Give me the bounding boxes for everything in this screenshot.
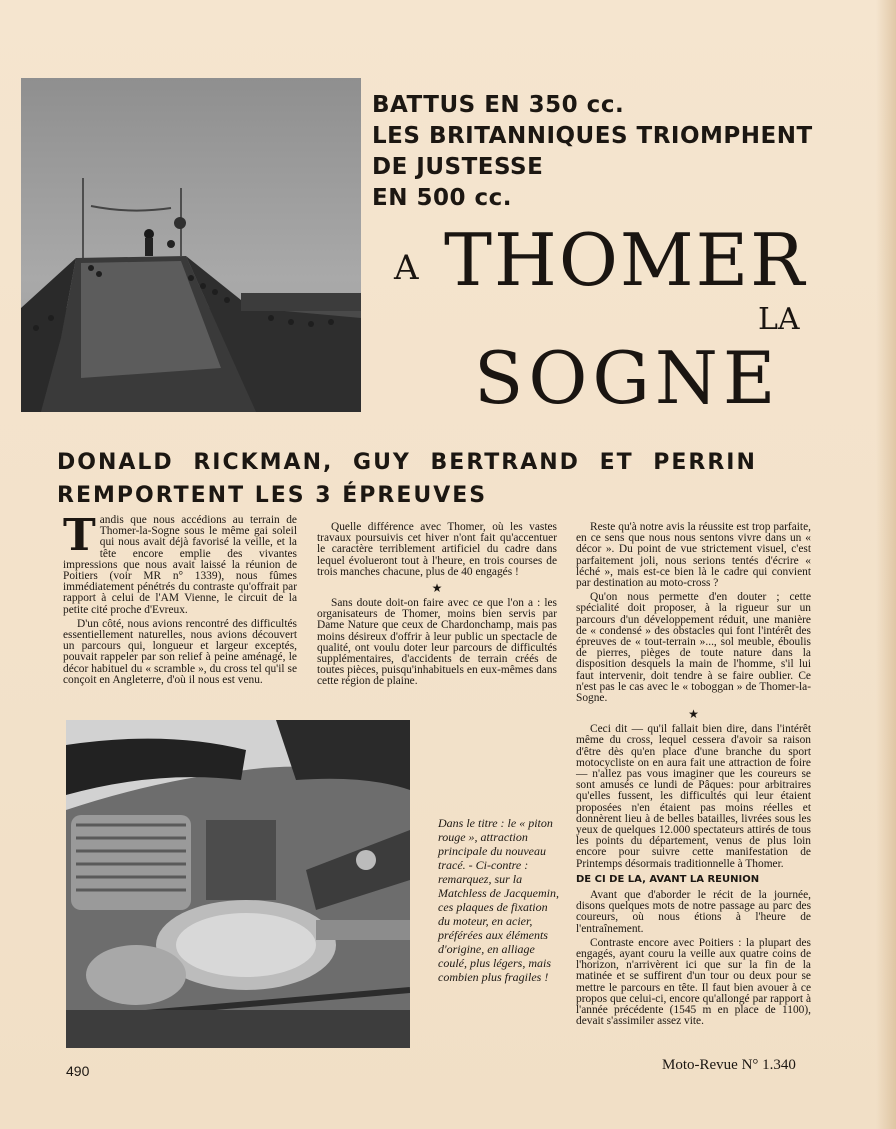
race-track-photo [21, 78, 361, 412]
article-column-2 [317, 522, 557, 691]
paragraph: Reste qu'à notre avis la réussite est trop parfaite, en ce sens que nous nous sentons vivre dans un « décor ». Du point de vue strictement visuel, c'est parfaitement joli, nous serions tentés d'écrire « léché », mais est-ce bien là le cadre qui convient par destination au moto-cross ? [576, 521, 811, 590]
subheadline-line: DONALD RICKMAN, GUY BERTRAND ET PERRIN [57, 450, 757, 475]
motorcycle-engine-photo [66, 720, 410, 1048]
headline-line: DE JUSTESSE [372, 154, 544, 180]
paragraph: Tandis que nous accédions au terrain de Thomer-la-Sogne sous le même gai soleil qui nous avait déjà favorisé la veille, et la tête encore emplie des vivantes impressions que nous avait laissé la réunion de Poitiers (voir MR n° 1339), nous fûmes immédiatement pénétrés du contraste qu'offrait par rapport à celui de l'AM Vienne, le circuit de la petite cité proche d'Evreux. [63, 510, 297, 616]
page-edge-shadow [876, 0, 896, 1129]
title-a: A [394, 248, 419, 288]
star-separator: ★ [688, 707, 699, 722]
magazine-issue: Moto-Revue N° 1.340 [662, 1057, 796, 1073]
section-title: DE CI DE LA, AVANT LA REUNION [576, 873, 760, 885]
headline-block [372, 90, 852, 214]
paragraph: Contraste encore avec Poitiers : la plupart des engagés, ayant couru la veille aux quatre coins de l'horizon, n'arrivèrent ici que sur la fin de la matinée et se suffirent d'un tour ou deux pour se mettre le parcours en tête. Il faut bien avouer à ce propos que celui-ci, encore qu'allongé par rapport à l'année précédente (1545 m en place de 1100), devait s'assimiler assez vite. [576, 936, 811, 1028]
paragraph: Quelle différence avec Thomer, où les vastes travaux poursuivis cet hiver n'ont fait qu'accentuer le caractère terriblement artificiel du cadre dans lequel évolueront tout à l'heure, en trois courses de trois manches chacune, plus de 40 engagés ! [317, 521, 557, 578]
paragraph: D'un côté, nous avions rencontré des difficultés essentiellement naturelles, nous avions découvert un parcours qui, longueur et largeur exceptés, pouvait rappeler par son relief à peine aménagé, le décor habituel du « scramble », du cross tel qu'il se conçoit en Angleterre, d'où il nous est venu. [63, 617, 297, 686]
article-column-3 [576, 522, 811, 1030]
headline-line: EN 500 cc. [372, 185, 512, 211]
paragraph: Qu'on nous permette d'en douter ; cette spécialité doit proposer, à la rigueur sur un parcours d'un développement réduit, une manière de « condensé » des obstacles qui font l'intérêt des épreuves de « tout-terrain »..., sol meuble, éboulis de pierres, pièges de toute nature dans la disposition desquels la main de l'homme, s'il lui faut intervenir, doit tendre à se faire oublier. Ce n'est pas le cas avec le « toboggan » de Thomer-la-Sogne. [576, 591, 811, 705]
article-column-1 [63, 510, 297, 689]
paragraph: Ceci dit — qu'il fallait bien dire, dans l'intérêt même du cross, lequel cessera d'avoir sa raison d'être dès qu'en place d'une branche du sport motocycliste on en aura fait une attraction de foire — n'allez pas vous imaginer que les coureurs se sont amusés ce lundi de Pâques: pour arbitraires qu'elles fussent, les difficultés qui leur étaient proposées n'en étaient pas moins réelles et donnèrent lieu à de belles batailles, livrées sous les yeux de quelques 12.000 spectateurs attirés de tous les points du département, venus de plus loin encore pour suivre cette manifestation de Printemps désormais traditionnelle à Thomer. [576, 723, 811, 870]
drop-cap: T [63, 510, 96, 561]
paragraph: Sans doute doit-on faire avec ce que l'on a : les organisateurs de Thomer, moins bien servis par Dame Nature que ceux de Chardonchamp, mais pas moins désireux d'offrir à leur public un spectacle de qualité, ont voulu doter leur parcours de difficultés supplémentaires, d'accidents de terrain créés de toutes pièces, puisqu'inhabituels en eux-mêmes dans cette région de plaine. [317, 597, 557, 688]
title-la: LA [758, 302, 800, 337]
star-separator: ★ [431, 581, 443, 596]
headline-line: BATTUS EN 350 cc. [372, 92, 625, 118]
subheadline [57, 446, 837, 512]
paragraph: Avant que d'aborder le récit de la journée, disons quelques mots de notre passage au parc des coureurs, où nous étions à l'heure de l'entraînement. [576, 888, 811, 935]
photo-caption: Dans le titre : le « piton rouge », attraction principale du nouveau tracé. - Ci-contre : remarquez, sur la Matchless de Jacquemin, ces plaques de fixation du moteur, en acier, préférées aux éléments d'origine, en alliage coulé, plus légers, mais combien plus fragiles ! [438, 816, 559, 984]
title-sogne: SOGNE [474, 336, 781, 420]
title-thomer: THOMER [444, 218, 807, 302]
headline-line: LES BRITANNIQUES TRIOMPHENT [372, 123, 813, 149]
subheadline-line: REMPORTENT LES 3 ÉPREUVES [57, 483, 488, 508]
page-number: 490 [66, 1063, 90, 1079]
